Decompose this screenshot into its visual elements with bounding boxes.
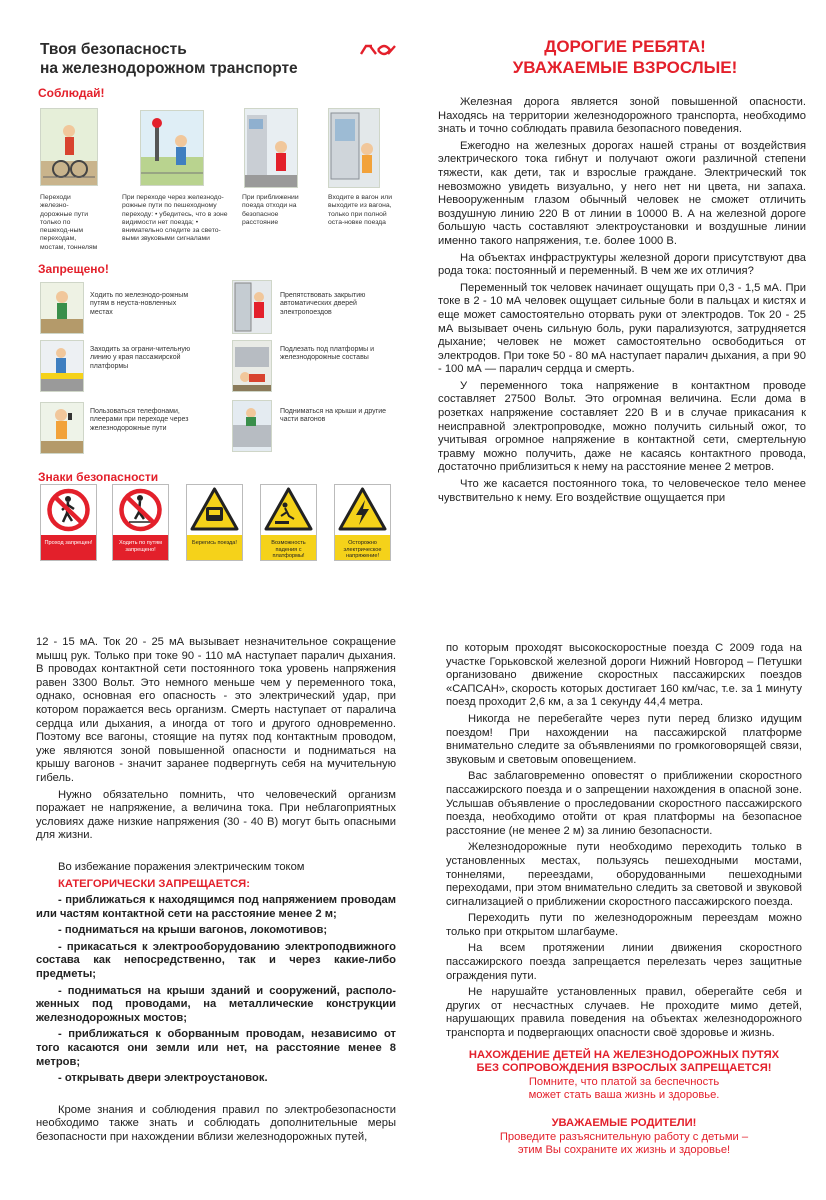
phone-use-icon: [40, 402, 84, 454]
paragraph: У переменного тока напряжение в контактном проводе составляет 27500 Вольт. Это огромная величина. Если дома в розетках напряжение составляет 220 В и в случае прикасания к неисправной электропроводке, можно получить сильный ожог, то учитывая огромное напряжение в контактной сети, смертельную травму можно получить, даже не касаясь контактного провода, достаточно приблизиться к нему на расстояние менее 2 метров.: [438, 379, 806, 474]
paragraph: Нужно обязательно помнить, что человеческий организм поражает не напряжение, а величина тока. При неблагоприятных условиях даже низкие напряжения (30 - 40 В) могут быть опасными для жизни.: [36, 788, 396, 842]
walking-on-tracks-icon: [40, 282, 84, 334]
paragraph: На всем протяжении линии движения скоростного пассажирского поезда запрещается перелезать через защитные ограждения пути.: [446, 942, 802, 982]
paragraph: по которым проходят высокоскоростные поезда С 2009 года на участке Горьковской железной дороги Нижний Новгород – Петушки организовано движение скоростных пассажирских поездов «САПСАН», скорость которых достигает 160 км/час, т.е. за 1 минуту поезд проходит 2,6 км, а за 1 секунду 44,4 метра.: [446, 642, 802, 709]
observe-caption-3: При приближении поезда отходи на безопасное расстояние: [242, 194, 299, 226]
children-warning: НАХОЖДЕНИЕ ДЕТЕЙ НА ЖЕЛЕЗНОДОРОЖНЫХ ПУТЯХ БЕЗ СОПРОВОЖДЕНИЯ ВЗРОСЛЫХ ЗАПРЕЩАЕТСЯ!: [468, 1048, 780, 1075]
forbidden-caption-3: Заходить за ограни-чительную линию у края пассажирской платформы: [90, 346, 191, 370]
rule-item: - приближаться к находящимся под напряжением проводам или частям контактной сети на расстояние менее 2 м;: [36, 894, 396, 920]
high-voltage-icon: [335, 485, 390, 535]
platform-edge-icon: [40, 340, 84, 392]
categorically-heading: КАТЕГОРИЧЕСКИ ЗАПРЕЩАЕТСЯ:: [58, 877, 250, 890]
bottom-left-text: [36, 636, 396, 1148]
observe-caption-1: Переходи железно-дорожные пути только по пешеход-ным переходам, мостам, тоннелям: [40, 194, 98, 251]
observe-heading: Соблюдай!: [38, 86, 105, 100]
intro-line: Во избежание поражения электрическим током: [58, 860, 305, 873]
greeting-heading: ДОРОГИЕ РЕБЯТА! УВАЖАЕМЫЕ ВЗРОСЛЫЕ!: [512, 37, 738, 77]
paragraph: Железнодорожные пути необходимо переходить только в установленных местах, пользуясь пешеходными мостами, тоннелями, переездами, оборудованными пешеходными переходами, при этом внимательно следить за световой и звуковой сигнализацией о приближении скоростного пассажирского поезда.: [446, 841, 802, 908]
parents-heading: УВАЖАЕМЫЕ РОДИТЕЛИ!: [551, 1117, 697, 1129]
sign-no-pedestrian: Проход запрещен!: [40, 484, 97, 561]
paragraph: Вас заблаговременно оповестят о приближении скоростного пассажирского поезда и о запрещении нахождения в опасной зоне. Услышав объявление о проследовании скоростного пассажирского поезда, необходимо отойти от края платформы на безопасное расстояние (не менее 2 м) за линию безопасности.: [446, 770, 802, 837]
rule-item: - подниматься на крыши вагонов, локомотивов;: [58, 924, 328, 937]
paragraph: На объектах инфраструктуры железной дороги присутствуют два рода тока: постоянный и переменный. В чем же их отличия?: [438, 251, 806, 278]
crawling-under-icon: [232, 340, 272, 392]
rzd-logo-icon: [358, 40, 398, 60]
climbing-roof-icon: [232, 400, 272, 452]
observe-caption-2: При переходе через железнодо-рожные пути по пешеходному переходу: • убедитесь, что в зоне видимости нет поезда; • внимательно следите за свето-выми звуковыми сигналами: [122, 194, 228, 243]
forbidden-heading: Запрещено!: [38, 262, 109, 276]
paragraph: Что же касается постоянного тока, то человеческое тело менее чувствительно к нему. Его воздействие ощущается при: [438, 478, 806, 504]
paragraph: Переменный ток человек начинает ощущать при 0,3 - 1,5 мА. При токе в 2 - 10 мА человек ощущает сильные боли в пальцах и кистях и еще может самостоятельно оторвать руки от электродов. Ток 20 - 25 мА вызывает очень сильную боль, руки парализуются, затрудняется дыхание; человек не может самостоятельно освободиться от электродов. При токе 50 - 80 мА наступает паралич дыхания, а при 90 - 100 мА — паралич сердца и смерть.: [438, 281, 806, 376]
forbidden-caption-6: Подниматься на крыши и другие части вагонов: [280, 408, 387, 424]
forbidden-caption-2: Препятствовать закрытию автоматических дверей электропоездов: [280, 292, 366, 316]
sign-no-walking-tracks: Ходить по путям запрещено!: [112, 484, 169, 561]
train-door-icon: [328, 108, 380, 188]
remember-note: Помните, что платой за беспечность может стать ваша жизнь и здоровье.: [528, 1075, 720, 1102]
top-right-text: [438, 96, 806, 508]
paragraph: Ежегодно на железных дорогах нашей страны от воздействия электрического тока гибнут и получают ожоги различной степени тяжести, как дети, так и взрослые граждане. Электрический ток невозможно увидеть визуально, у него нет ни цвета, ни запаха. Невооруженным глазом обычный человек не сможет отличить воздушную линию 220 В от линии в 10000 В. А на железной дороге большую часть составляют электроустановки и воздушные линии именно такого напряжения, т.е. более 1000 В.: [438, 139, 806, 247]
no-walking-tracks-icon: [113, 485, 168, 535]
rule-item: - открывать двери электроустановок.: [58, 1072, 268, 1085]
paragraph: Железная дорога является зоной повышенной опасности. Находясь на территории железнодорожного транспорта, необходимо знать и точно соблюдать правила безопасного поведения.: [438, 96, 806, 136]
sign-fall-warning: Возможность падения с платформы!: [260, 484, 317, 561]
paragraph: Переходить пути по железнодорожным переездам можно только при открытом шлагбауме.: [446, 912, 802, 938]
train-warning-icon: [187, 485, 242, 535]
paragraph: Не нарушайте установленных правил, оберегайте себя и других от несчастных случаев. Не проходите мимо детей, нарушающих правила поведения на объектах железнодорожного транспорта и подвергающих опасности своё здоровье и жизнь.: [446, 986, 802, 1040]
rule-item: - прикасаться к электрооборудованию электроподвижного состава как непосредственно, так и через какие-либо предметы;: [36, 940, 396, 981]
forbidden-caption-1: Ходить по железнодо-рожным путям в неуста-новленных местах: [90, 292, 189, 316]
no-pedestrian-icon: [41, 485, 96, 535]
signs-heading: Знаки безопасности: [38, 470, 159, 484]
forbidden-caption-5: Пользоваться телефонами, плеерами при переходе через железнодорожные пути: [90, 408, 189, 432]
platform-waiting-icon: [244, 108, 298, 188]
pedestrian-crossing-icon: [140, 110, 204, 186]
cyclist-crossing-icon: [40, 108, 98, 186]
sign-high-voltage: Осторожно электрическое напряжение!: [334, 484, 391, 561]
observe-caption-4: Входите в вагон или выходите из вагона, только при полной оста-новке поезда: [328, 194, 393, 226]
sign-train-warning: Берегись поезда!: [186, 484, 243, 561]
forbidden-caption-4: Подлезать под платформы и железнодорожные составы: [280, 346, 375, 362]
parents-note: Проведите разъяснительную работу с детьми – этим Вы сохраните их жизнь и здоровье!: [499, 1130, 749, 1157]
paragraph: 12 - 15 мА. Ток 20 - 25 мА вызывает незначительное сокращение мышц рук. Только при токе 90 - 110 мА наступает паралич дыхания. В проводах контактной сети постоянного тока уровень напряжения равен 3300 Вольт. Это немного меньше чем у переменного тока, однако, основная его опасность - это электрический удар, при котором поражается весь организм. Смерть наступает от паралича сердца или дыхания, а иногда от того и другого одновременно. Поэтому все вагоны, стоящие на путях под контактным проводом, уже являются зоной повышенной опасности и подниматься на крышу вагонов - значит заранее подвергнуть себя на мучительную гибель.: [36, 636, 396, 784]
paragraph: Кроме знания и соблюдения правил по электробезопасности необходимо также знать и соблюдать дополнительные меры безопасности при нахождении вблизи железнодорожных путей,: [36, 1103, 396, 1143]
bottom-right-text: [446, 642, 802, 1158]
rule-item: - подниматься на крыши зданий и сооружений, располо-женных под проводами, на металлические конструкции железнодорожных мостов;: [36, 984, 396, 1024]
paragraph: Никогда не перебегайте через пути перед близко идущим поездом! При нахождении на пассажирской платформе внимательно следите за объявлениями по громкоговорящей связи, звуковым и световым оповещением.: [446, 712, 802, 766]
leaflet-title: Твоя безопасность на железнодорожном транспорте: [40, 41, 298, 77]
rule-item: - приближаться к оборванным проводам, независимо от того касаются они земли или нет, на расстояние менее 8 метров;: [36, 1028, 396, 1068]
blocking-doors-icon: [232, 280, 272, 334]
fall-warning-icon: [261, 485, 316, 535]
